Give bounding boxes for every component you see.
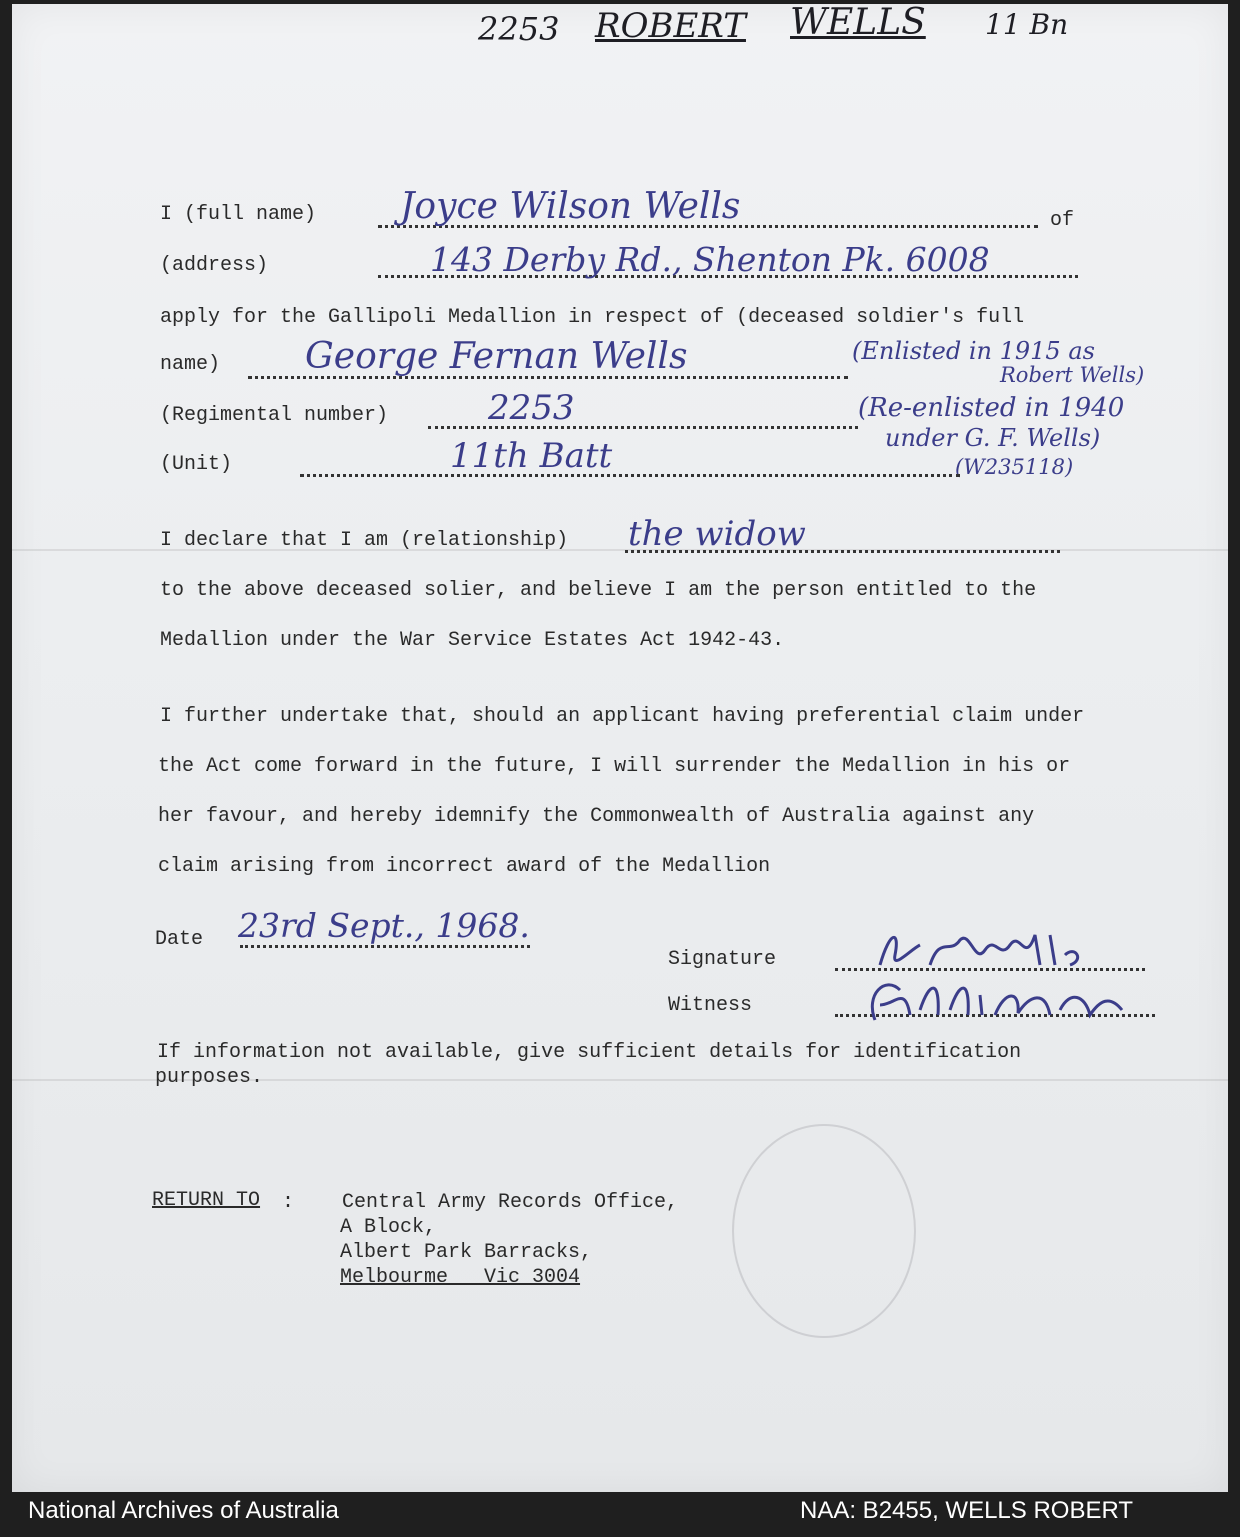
undertake-text-1: I further undertake that, should an applicant having preferential claim under — [160, 705, 1085, 728]
note-reenlisted-1: (Re-enlisted in 1940 — [858, 393, 1125, 423]
note-enlisted-1: (Enlisted in 1915 as — [852, 337, 1095, 365]
undertake-text-2: the Act come forward in the future, I will surrender the Medallion in his or — [158, 755, 1071, 778]
footer-reference: NAA: B2455, WELLS ROBERT — [800, 1497, 1134, 1524]
footer-archive-name: National Archives of Australia — [28, 1497, 339, 1524]
declare-text-2: to the above deceased solier, and believe I am the person entitled to the — [160, 579, 1037, 602]
unit-dotted-line — [300, 474, 960, 477]
info-text-1: If information not available, give sufficient details for identification — [157, 1041, 1022, 1064]
declare-relationship-label: I declare that I am (relationship) — [160, 529, 569, 552]
date-value: 23rd Sept., 1968. — [238, 906, 530, 945]
return-to-colon: : — [282, 1191, 295, 1214]
header-annotation-first-name: ROBERT — [595, 6, 746, 46]
note-reenlisted-3: (W235118) — [955, 455, 1074, 479]
return-address-line-3: Albert Park Barracks, — [340, 1241, 593, 1264]
signature-label: Signature — [668, 948, 777, 971]
undertake-text-3: her favour, and hereby idemnify the Commonwealth of Australia against any — [158, 805, 1035, 828]
full-name-label: I (full name) — [160, 203, 317, 226]
return-address-line-2: A Block, — [340, 1216, 437, 1239]
return-address-line-1: Central Army Records Office, — [342, 1191, 679, 1214]
relationship-value: the widow — [628, 514, 806, 554]
address-value: 143 Derby Rd., Shenton Pk. 6008 — [430, 240, 990, 279]
witness-signature-handwriting — [860, 975, 1130, 1025]
return-address-line-4: Melbourme Vic 3004 — [340, 1266, 581, 1289]
signature-handwriting — [870, 925, 1090, 975]
date-label: Date — [155, 928, 204, 951]
undertake-text-4: claim arising from incorrect award of the Medallion — [158, 855, 771, 878]
unit-value: 11th Batt — [450, 436, 613, 476]
info-text-2: purposes. — [155, 1066, 264, 1089]
address-label: (address) — [160, 254, 269, 277]
header-annotation-last-name: WELLS — [790, 2, 926, 43]
date-dotted-line — [240, 945, 530, 948]
header-annotation-unit: 11 Bn — [985, 8, 1069, 41]
header-annotation-number: 2253 — [478, 10, 560, 48]
regimental-number-label: (Regimental number) — [160, 404, 389, 427]
declare-text-3: Medallion under the War Service Estates Act 1942-43. — [160, 629, 785, 652]
return-to-label: RETURN TO — [152, 1189, 261, 1212]
regimental-number-value: 2253 — [488, 388, 575, 428]
note-enlisted-2: Robert Wells) — [1000, 363, 1145, 387]
soldier-name-value: George Fernan Wells — [305, 336, 688, 377]
witness-label: Witness — [668, 994, 753, 1017]
unit-label: (Unit) — [160, 453, 233, 476]
apply-text: apply for the Gallipoli Medallion in respect of (deceased soldier's full — [160, 306, 1025, 329]
of-label: of — [1050, 209, 1075, 232]
full-name-value: Joyce Wilson Wells — [400, 186, 741, 227]
note-reenlisted-2: under G. F. Wells) — [885, 424, 1101, 452]
faded-stamp — [732, 1124, 916, 1338]
name-label: name) — [160, 353, 221, 376]
